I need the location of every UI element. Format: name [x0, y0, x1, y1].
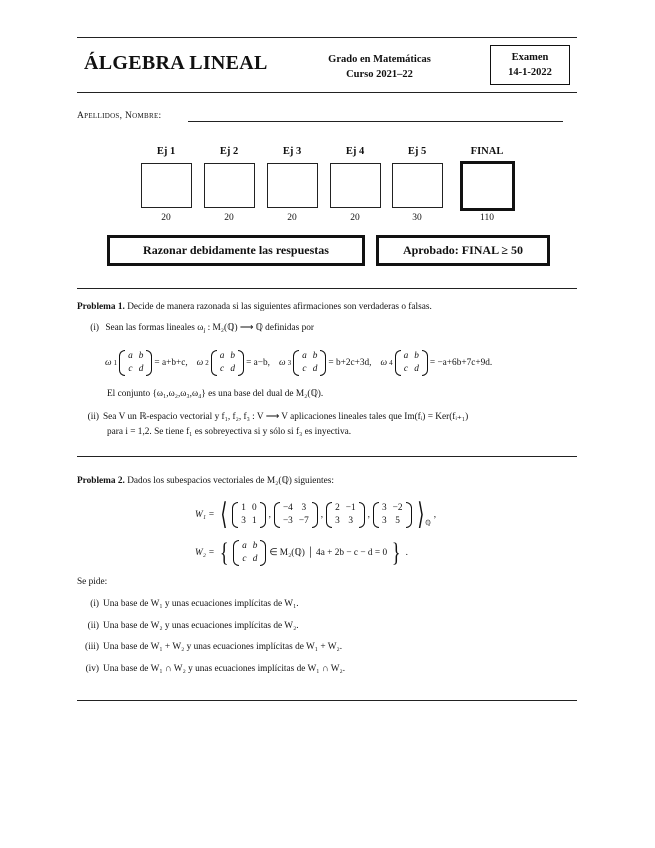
matrix-entry: 3	[241, 516, 246, 526]
matrix-entry: 3	[301, 503, 307, 513]
form-omega4	[380, 350, 492, 376]
matrix	[395, 350, 428, 376]
section-rule	[77, 700, 577, 701]
item-text: Una base de W₂ y unas ecuaciones implícitas de W₂.	[103, 621, 299, 631]
header-rule	[77, 92, 577, 93]
matrix-entry: a	[403, 351, 409, 361]
problem1-item1	[77, 321, 314, 338]
matrix-entry: b	[252, 541, 258, 551]
form-name: ω	[278, 358, 286, 368]
matrix-entry: 3	[348, 516, 354, 526]
brace-close: }	[391, 538, 401, 567]
matrix-entry: d	[138, 364, 144, 374]
form-name: ω	[196, 358, 204, 368]
matrix-entry: b	[414, 351, 419, 361]
matrix	[211, 350, 244, 376]
score-label: Ej 5	[407, 146, 427, 157]
matrix-entry: 5	[395, 516, 400, 526]
matrix-entry: c	[220, 364, 225, 374]
score-column-final	[457, 146, 517, 223]
problem2-item	[77, 597, 299, 611]
problem2-item	[77, 619, 299, 633]
score-column	[391, 146, 443, 223]
score-column	[140, 146, 192, 223]
score-points: 20	[161, 213, 171, 223]
name-label: Apellidos, Nombre:	[77, 111, 162, 121]
matrix-entry: d	[312, 364, 318, 374]
score-box-ej3[interactable]	[267, 163, 318, 208]
item-number: (iv)	[85, 664, 99, 674]
form-omega1	[105, 350, 188, 376]
form-sub: 3	[287, 359, 292, 367]
course-info	[312, 52, 447, 82]
matrix-entry: d	[230, 364, 236, 374]
matrix-entry: −3	[282, 516, 293, 526]
matrix-entry: 3	[381, 503, 387, 513]
form-omega2	[197, 350, 270, 376]
score-column	[329, 146, 381, 223]
score-box-final[interactable]	[460, 161, 515, 211]
degree-text: Grado en Matemáticas	[328, 54, 431, 65]
matrix-entry: b	[138, 351, 144, 361]
score-box-ej4[interactable]	[330, 163, 381, 208]
matrix-entry: 1	[241, 503, 246, 513]
matrix-entry: 3	[381, 516, 387, 526]
matrix-entry: 0	[251, 503, 257, 513]
score-points: 30	[412, 213, 422, 223]
matrix-entry: 2	[335, 503, 340, 513]
matrix	[293, 350, 326, 376]
w2-label: W₂ =	[195, 548, 215, 558]
matrix-entry: c	[128, 364, 133, 374]
score-label: Ej 1	[156, 146, 176, 157]
w2-definition: W₂ = { a b c d ∈ M₂(ℚ) │ 4a + 2b − c − d = 0 } .	[195, 538, 408, 567]
matrix-entry: −4	[282, 503, 293, 513]
form-value: = a−b,	[246, 358, 270, 368]
score-box-ej2[interactable]	[204, 163, 255, 208]
matrix-entry: c	[242, 554, 247, 564]
score-column	[266, 146, 318, 223]
angle-open: ⟨	[219, 497, 227, 532]
name-field[interactable]	[188, 121, 563, 122]
item2-line2: para i = 1,2. Se tiene f₁ es sobreyectiva si y sólo si f₃ es inyectiva.	[107, 427, 352, 437]
form-value: = b+2c+3d,	[328, 358, 372, 368]
form-sub: 1	[113, 359, 118, 367]
w1-matrix-4	[373, 502, 412, 528]
score-points: 110	[480, 213, 494, 223]
form-sub: 2	[205, 359, 209, 367]
item-number: (i)	[90, 323, 99, 333]
problem2-heading: Problema 2.	[77, 476, 125, 486]
problem1-item2	[77, 410, 468, 424]
score-label: Ej 4	[345, 146, 365, 157]
score-label: Ej 3	[282, 146, 302, 157]
item-text: Una base de W₁ y unas ecuaciones implícitas de W₁.	[103, 599, 299, 609]
form-value: = a+b+c,	[154, 358, 188, 368]
item-number: (i)	[90, 599, 99, 609]
w1-matrix-1	[232, 502, 265, 528]
item1-rest: : M₂(ℚ) ⟶ ℚ definidas por	[205, 323, 314, 333]
problem2-item	[77, 640, 342, 654]
brace-open: {	[219, 538, 229, 567]
problem1-intro	[77, 300, 432, 314]
section-rule	[77, 456, 577, 457]
item1-conclusion: El conjunto {ω₁,ω₂,ω₃,ω₄} es una base del dual de M₂(ℚ).	[107, 389, 324, 399]
w2-matrix	[233, 540, 266, 566]
matrix-entry: c	[302, 364, 307, 374]
form-name: ω	[380, 358, 388, 368]
item1-text: Sean las formas lineales ω	[105, 323, 204, 333]
item-text: Una base de W₁ + W₂ y unas ecuaciones implícitas de W₁ + W₂.	[103, 642, 343, 652]
se-pide: Se pide:	[77, 577, 108, 587]
matrix-entry: a	[128, 351, 133, 361]
matrix	[119, 350, 152, 376]
w1-matrix-2	[274, 502, 318, 528]
score-label: Ej 2	[219, 146, 239, 157]
form-value: = −a+6b+7c+9d.	[429, 358, 493, 368]
matrix-entry: b	[230, 351, 236, 361]
score-column	[203, 146, 255, 223]
score-points: 20	[287, 213, 297, 223]
matrix-entry: −1	[345, 503, 356, 513]
problem2-intro	[77, 474, 334, 488]
score-points: 20	[350, 213, 360, 223]
w1-label: W₁ =	[195, 510, 215, 520]
matrix-entry: a	[242, 541, 247, 551]
w1-definition: W₁ = ⟨ 1 0 3 1 , −4 3 −3 −7 , 2 −1 3 3 , 3 −2 3 5 ⟩ $_ℚ$ ,	[195, 497, 437, 532]
top-rule	[77, 37, 577, 38]
matrix-entry: b	[312, 351, 318, 361]
score-label: FINAL	[470, 146, 504, 157]
matrix-entry: a	[219, 351, 225, 361]
reason-note: Razonar debidamente las respuestas	[107, 235, 365, 266]
matrix-entry: d	[414, 364, 419, 374]
page-title: ÁLGEBRA LINEAL	[84, 52, 268, 74]
form-sub: 4	[389, 359, 393, 367]
w2-condition: ∈ M₂(ℚ) │ 4a + 2b − c − d = 0	[269, 548, 388, 558]
score-points: 20	[224, 213, 234, 223]
problem1-statement: Decide de manera razonada si las siguientes afirmaciones son verdaderas o falsas.	[127, 302, 432, 312]
score-box-ej5[interactable]	[392, 163, 443, 208]
matrix-entry: 3	[335, 516, 340, 526]
exam-box	[490, 45, 570, 85]
item-number: (ii)	[87, 412, 99, 422]
item1-sub: i	[203, 326, 206, 335]
item-text: Una base de W₁ ∩ W₂ y unas ecuaciones implícitas de W₁ ∩ W₂.	[103, 664, 346, 674]
matrix-entry: −7	[298, 516, 309, 526]
score-box-ej1[interactable]	[141, 163, 192, 208]
course-year: Curso 2021–22	[346, 69, 413, 80]
section-rule	[77, 288, 577, 289]
pass-note: Aprobado: FINAL ≥ 50	[376, 235, 550, 266]
problem1-heading: Problema 1.	[77, 302, 125, 312]
matrix-entry: d	[252, 554, 258, 564]
item2-line1: Sea V un ℝ-espacio vectorial y f₁, f₂, f₃ : V ⟶ V aplicaciones lineales tales que Im(fᵢ) = Ker(fᵢ₊₁)	[103, 412, 469, 422]
problem2-statement: Dados los subespacios vectoriales de M₂(ℚ) siguientes:	[127, 476, 334, 486]
problem2-item	[77, 662, 345, 676]
w1-matrix-3	[326, 502, 365, 528]
forms-row	[105, 346, 492, 380]
form-name: ω	[105, 358, 112, 368]
item-number: (ii)	[87, 621, 99, 631]
angle-close: ⟩	[416, 497, 424, 532]
matrix-entry: c	[403, 364, 408, 374]
matrix-entry: a	[302, 351, 307, 361]
w1-field: ℚ	[425, 519, 431, 527]
exam-label: Examen	[511, 52, 549, 63]
matrix-entry: 1	[251, 516, 257, 526]
matrix-entry: −2	[392, 503, 403, 513]
form-omega3	[279, 350, 372, 376]
item-number: (iii)	[85, 642, 99, 652]
exam-date: 14-1-2022	[508, 67, 552, 78]
